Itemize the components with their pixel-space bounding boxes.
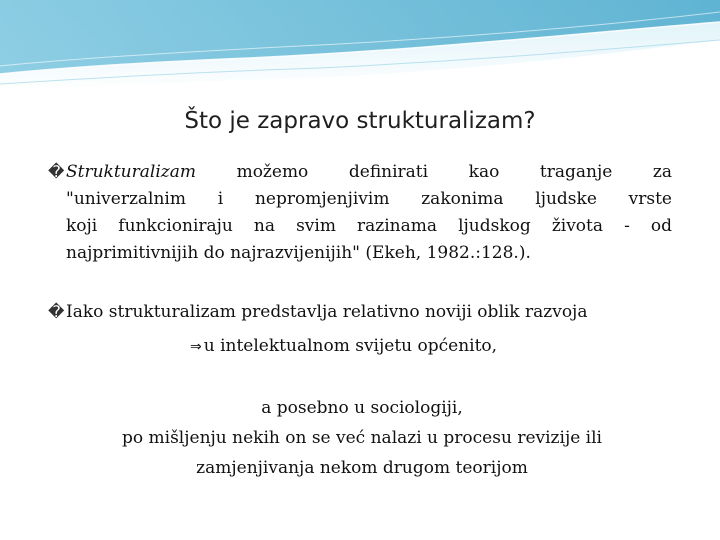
centered-line-2: po mišljenju nekih on se već nalazi u procesu revizije ili xyxy=(122,428,602,448)
bullet-icon: � xyxy=(48,302,65,321)
centered-line-3: zamjenjivanja nekom drugom teorijom xyxy=(196,458,528,478)
centered-text-block xyxy=(0,393,720,483)
paragraph-definition xyxy=(48,158,672,267)
bullet-icon: � xyxy=(48,162,65,181)
centered-line-1: a posebno u sociologiji, xyxy=(261,398,463,418)
definition-line-3: koji funkcioniraju na svim razinama ljudskog života - od xyxy=(66,216,672,236)
definition-line-4: najprimitivnijih do najrazvijenijih" (Ekeh, 1982.:128.). xyxy=(66,243,531,263)
definition-line-1: možemo definirati kao traganje za xyxy=(195,162,672,182)
implies-arrow-icon: ⇒ xyxy=(190,339,202,355)
definition-line-2: "univerzalnim i nepromjenjivim zakonima ljudske vrste xyxy=(66,189,672,209)
slide-title: Što je zapravo strukturalizam? xyxy=(184,108,536,134)
paragraph-iako xyxy=(48,298,672,326)
sub-item xyxy=(190,333,670,361)
header-wave-decoration xyxy=(0,0,720,110)
sub-item-text: u intelektualnom svijetu općenito, xyxy=(203,336,498,356)
paragraph-iako-text: Iako strukturalizam predstavlja relativno noviji oblik razvoja xyxy=(66,302,588,322)
term-strukturalizam: Strukturalizam xyxy=(66,162,196,182)
